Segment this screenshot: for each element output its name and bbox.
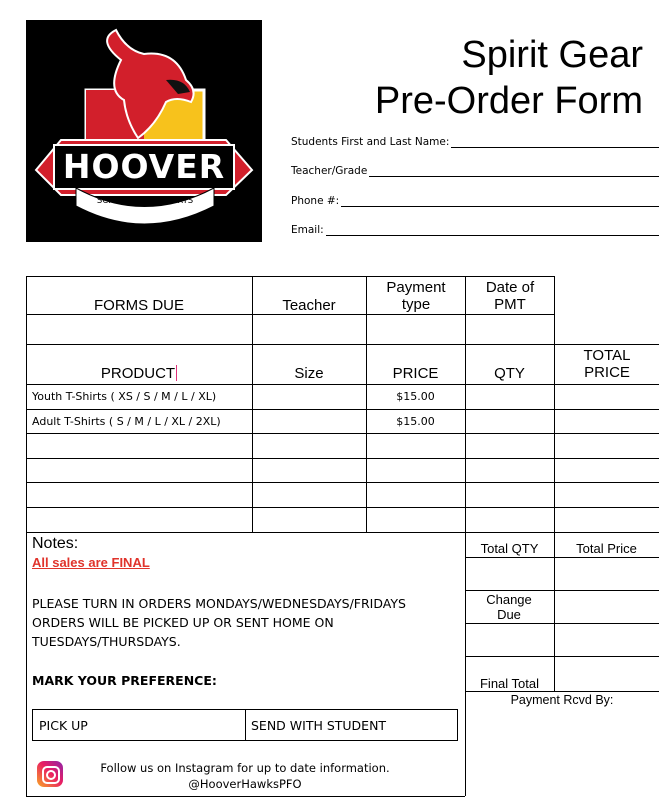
student-name-line[interactable]	[451, 138, 659, 148]
logo-school-name: HOOVER	[62, 147, 226, 186]
hawk-logo-icon	[26, 20, 262, 242]
final-total-label: Final Total	[479, 676, 539, 691]
instagram-handle: @HooverHawksPFO	[188, 777, 302, 791]
price-header: PRICE	[392, 365, 439, 382]
product-row-adult: Adult T-Shirts ( S / M / L / XL / 2XL)	[32, 415, 221, 428]
product-header	[26, 365, 252, 382]
product-row-youth: Youth T-Shirts ( XS / S / M / L / XL)	[32, 390, 217, 403]
notes-line-2: ORDERS WILL BE PICKED UP OR SENT HOME ON	[32, 615, 334, 630]
payment-type-header: Payment type	[386, 279, 446, 313]
notes-line-1: PLEASE TURN IN ORDERS MONDAYS/WEDNESDAYS/FRIDAYS	[32, 596, 406, 611]
price-adult: $15.00	[396, 415, 435, 428]
email-label: Email:	[291, 224, 324, 236]
title-line-1: Spirit Gear	[461, 34, 643, 76]
forms-due-header: FORMS DUE	[94, 297, 184, 314]
instagram-icon	[37, 761, 63, 787]
logo-subtitle: SCHOOL OF FINE ARTS	[96, 196, 194, 206]
preference-box	[32, 709, 458, 741]
page-title	[375, 32, 643, 124]
notes-heading: Notes:	[32, 535, 79, 552]
price-youth: $15.00	[396, 390, 435, 403]
size-header: Size	[294, 365, 324, 382]
teacher-grade-field[interactable]	[291, 165, 659, 177]
date-of-pmt-header: Date of PMT	[485, 279, 535, 313]
final-sales-note: All sales are FINAL	[32, 555, 150, 570]
instagram-info	[80, 760, 410, 792]
send-with-student-option[interactable]: SEND WITH STUDENT	[251, 718, 387, 733]
qty-header: QTY	[494, 365, 525, 382]
phone-label: Phone #:	[291, 195, 340, 207]
text-cursor	[176, 365, 177, 381]
phone-field[interactable]	[291, 195, 659, 207]
student-name-label: Students First and Last Name:	[291, 136, 450, 148]
email-field[interactable]	[291, 224, 659, 236]
change-due-label: Change Due	[486, 592, 532, 622]
teacher-grade-line[interactable]	[369, 167, 659, 177]
teacher-grade-label: Teacher/Grade	[291, 165, 368, 177]
total-qty-label: Total QTY	[480, 541, 539, 556]
instagram-line-1: Follow us on Instagram for up to date information.	[100, 761, 390, 775]
email-line[interactable]	[326, 226, 659, 236]
total-price-label: Total Price	[576, 541, 637, 556]
payment-rcvd-label: Payment Rcvd By:	[510, 693, 614, 707]
school-logo	[26, 20, 262, 242]
phone-line[interactable]	[341, 197, 659, 207]
title-line-2: Pre-Order Form	[374, 80, 643, 122]
student-name-field[interactable]	[291, 136, 659, 148]
notes-line-3: TUESDAYS/THURSDAYS.	[32, 634, 181, 649]
product-header-label: PRODUCT	[100, 365, 176, 382]
teacher-header: Teacher	[282, 297, 336, 314]
pick-up-option[interactable]: PICK UP	[39, 718, 88, 733]
preference-heading: MARK YOUR PREFERENCE:	[32, 673, 217, 688]
total-price-header: TOTAL PRICE	[583, 347, 631, 381]
